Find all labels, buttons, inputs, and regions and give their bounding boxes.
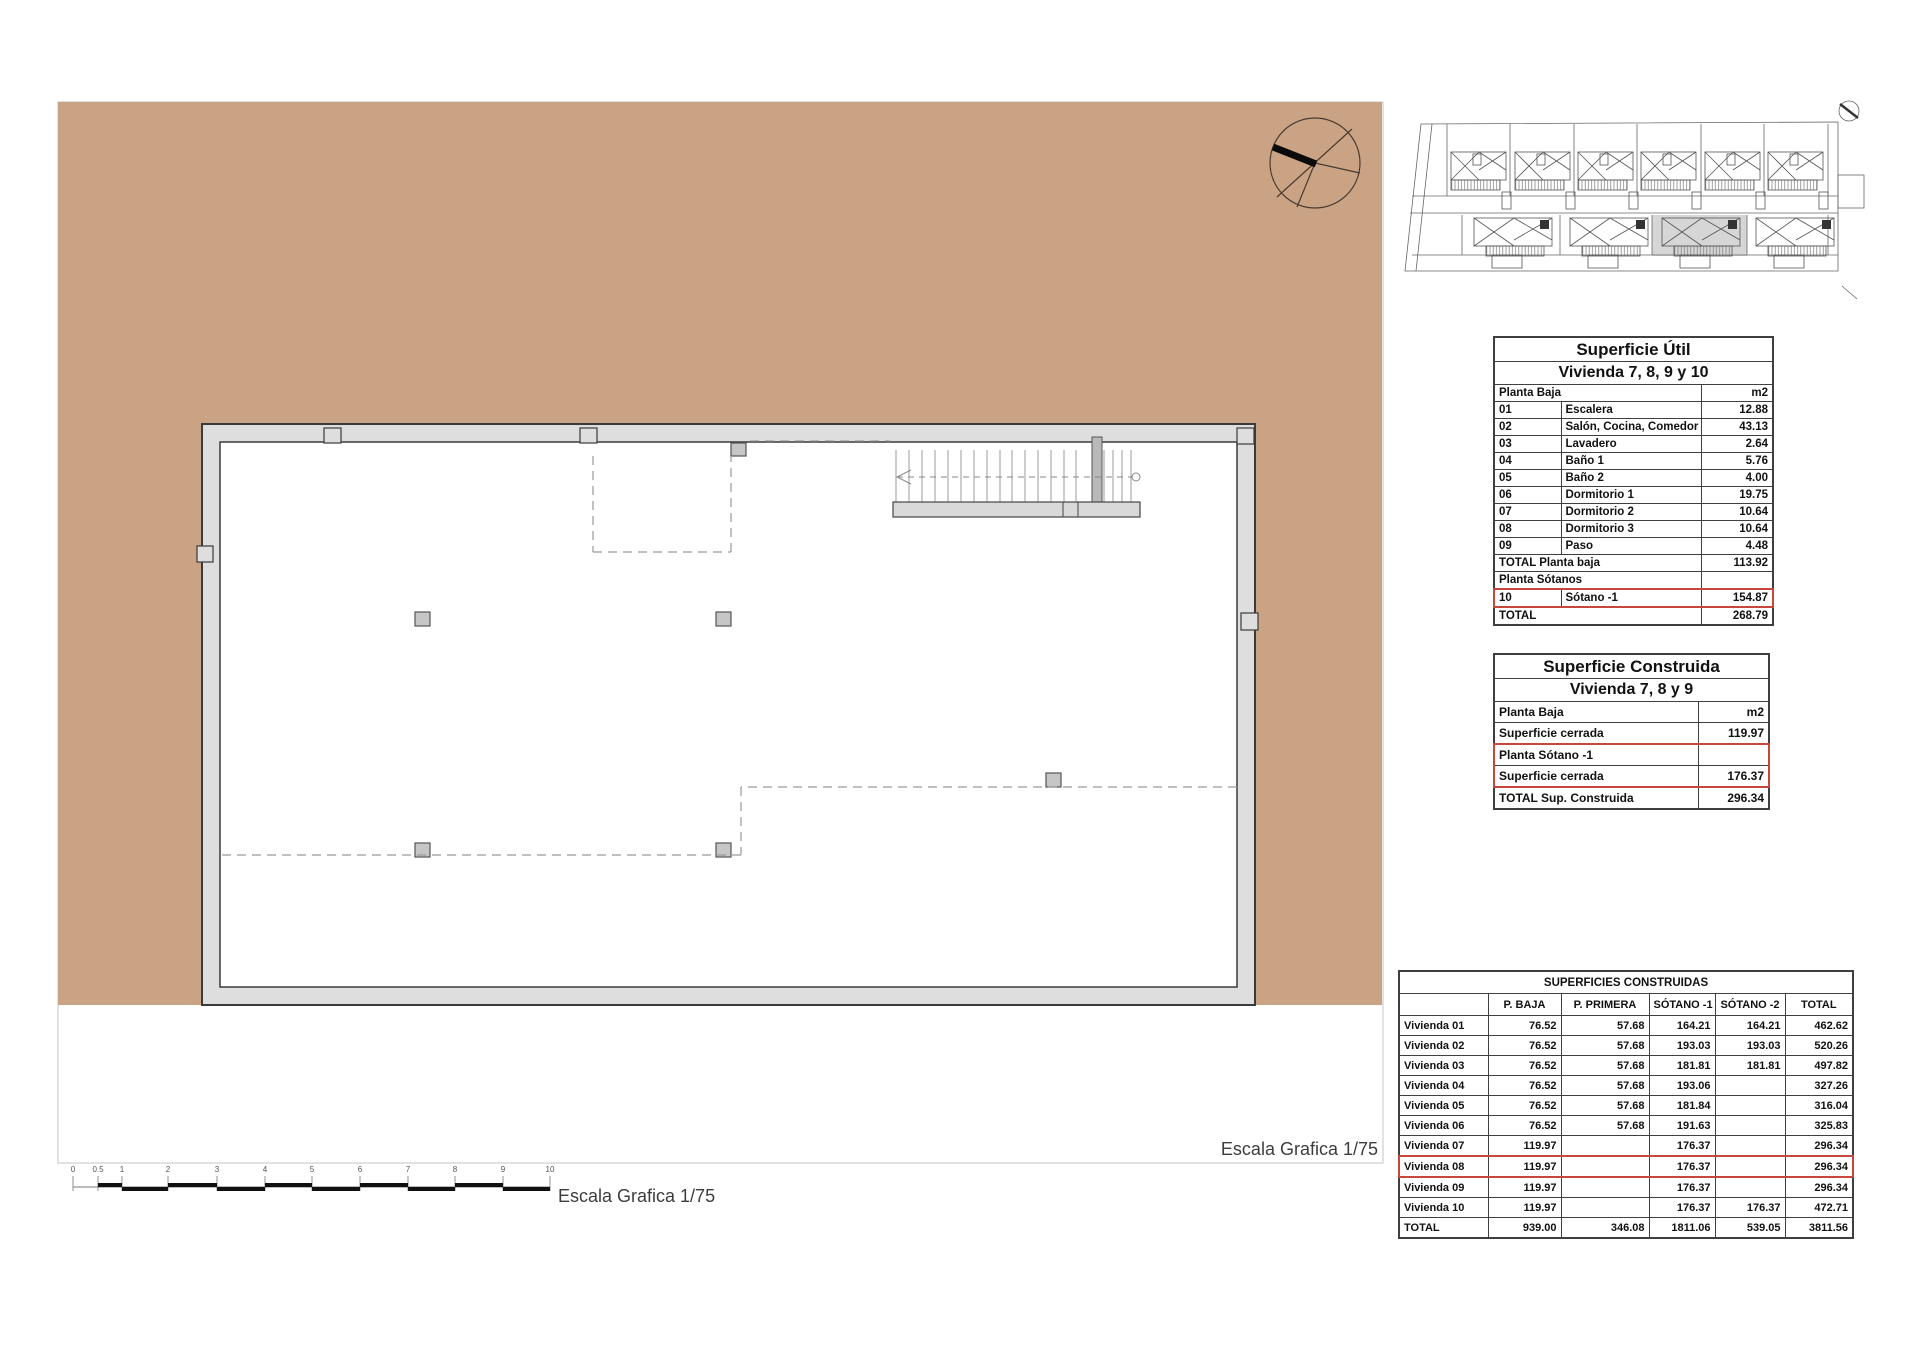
table-cell: 76.52 xyxy=(1488,1016,1561,1036)
table-row xyxy=(1399,1016,1853,1036)
table-cell: TOTAL xyxy=(1494,607,1701,625)
table-cell: 119.97 xyxy=(1698,723,1769,745)
table-cell: 12.88 xyxy=(1701,402,1773,419)
table-row xyxy=(1494,521,1773,538)
table-cell: 164.21 xyxy=(1715,1016,1785,1036)
table-cell: Vivienda 06 xyxy=(1399,1116,1488,1136)
table-cell: Dormitorio 2 xyxy=(1561,504,1701,521)
scale-label-bottom: Escala Grafica 1/75 xyxy=(558,1186,716,1206)
table-cell: Lavadero xyxy=(1561,436,1701,453)
table-cell: 176.37 xyxy=(1649,1156,1715,1177)
column-header: TOTAL xyxy=(1785,994,1853,1016)
table-cell: 193.03 xyxy=(1649,1036,1715,1056)
table-cell: 176.37 xyxy=(1715,1198,1785,1218)
table-cell: 57.68 xyxy=(1561,1056,1649,1076)
tick-label: 8 xyxy=(452,1165,458,1174)
table-row xyxy=(1494,470,1773,487)
scale-label-right: Escala Grafica 1/75 xyxy=(1220,1139,1378,1159)
table-title: SUPERFICIES CONSTRUIDAS xyxy=(1399,971,1853,994)
tick-label: 6 xyxy=(357,1165,363,1174)
tick-label: 3 xyxy=(214,1165,220,1174)
table-cell: 2.64 xyxy=(1701,436,1773,453)
table-cell: 76.52 xyxy=(1488,1036,1561,1056)
table-cell: Vivienda 10 xyxy=(1399,1198,1488,1218)
table-cell: 181.84 xyxy=(1649,1096,1715,1116)
table-cell: Superficie cerrada xyxy=(1494,766,1698,788)
mini-compass-icon xyxy=(1839,101,1859,121)
table-row xyxy=(1399,1096,1853,1116)
table-cell: 176.37 xyxy=(1698,766,1769,788)
table-cell: 4.00 xyxy=(1701,470,1773,487)
table-row xyxy=(1399,1076,1853,1096)
table-cell: Planta Baja xyxy=(1494,702,1698,723)
column-header xyxy=(1399,994,1488,1016)
table-cell: Vivienda 03 xyxy=(1399,1056,1488,1076)
table-cell: 176.37 xyxy=(1649,1177,1715,1198)
column-header: P. PRIMERA xyxy=(1561,994,1649,1016)
table-cell: 04 xyxy=(1494,453,1561,470)
table-cell: 57.68 xyxy=(1561,1096,1649,1116)
table-row xyxy=(1399,1218,1853,1239)
table-row xyxy=(1494,555,1773,572)
table-cell: 3811.56 xyxy=(1785,1218,1853,1239)
table-cell: 181.81 xyxy=(1715,1056,1785,1076)
table-cell: 119.97 xyxy=(1488,1198,1561,1218)
table-cell: 05 xyxy=(1494,470,1561,487)
table-title: Superficie Útil xyxy=(1494,337,1773,362)
table-cell: Vivienda 09 xyxy=(1399,1177,1488,1198)
table-cell: TOTAL xyxy=(1399,1218,1488,1239)
table-cell: Superficie cerrada xyxy=(1494,723,1698,745)
table-cell xyxy=(1561,1156,1649,1177)
table-cell: 10.64 xyxy=(1701,504,1773,521)
table-cell: 02 xyxy=(1494,419,1561,436)
superficie-util-table xyxy=(1493,336,1774,626)
table-cell: 296.34 xyxy=(1698,787,1769,809)
table-cell: 325.83 xyxy=(1785,1116,1853,1136)
table-cell: 76.52 xyxy=(1488,1076,1561,1096)
table-cell: 09 xyxy=(1494,538,1561,555)
table-cell: Escalera xyxy=(1561,402,1701,419)
tick-label: 2 xyxy=(165,1165,171,1174)
table-cell: 19.75 xyxy=(1701,487,1773,504)
table-cell: 346.08 xyxy=(1561,1218,1649,1239)
table-cell: 296.34 xyxy=(1785,1156,1853,1177)
table-cell: Vivienda 04 xyxy=(1399,1076,1488,1096)
table-cell: m2 xyxy=(1698,702,1769,723)
table-cell: 113.92 xyxy=(1701,555,1773,572)
table-cell: 154.87 xyxy=(1701,589,1773,607)
table-cell: 176.37 xyxy=(1649,1136,1715,1157)
tick-label: 0.5 xyxy=(92,1165,104,1174)
table-cell: TOTAL Sup. Construida xyxy=(1494,787,1698,809)
table-cell xyxy=(1701,572,1773,590)
table-row xyxy=(1494,572,1773,590)
table-cell: 01 xyxy=(1494,402,1561,419)
table-cell: 327.26 xyxy=(1785,1076,1853,1096)
table-row xyxy=(1494,453,1773,470)
table-row xyxy=(1494,744,1769,766)
table-cell: 268.79 xyxy=(1701,607,1773,625)
table-cell: 539.05 xyxy=(1715,1218,1785,1239)
table-row xyxy=(1399,1136,1853,1157)
table-cell: TOTAL Planta baja xyxy=(1494,555,1701,572)
table-row xyxy=(1494,538,1773,555)
table-cell xyxy=(1715,1116,1785,1136)
table-cell: Sótano -1 xyxy=(1561,589,1701,607)
table-row xyxy=(1494,419,1773,436)
table-cell: 164.21 xyxy=(1649,1016,1715,1036)
table-cell: 06 xyxy=(1494,487,1561,504)
table-cell: 76.52 xyxy=(1488,1116,1561,1136)
table-row xyxy=(1399,1177,1853,1198)
table-cell: 119.97 xyxy=(1488,1136,1561,1157)
table-cell: 296.34 xyxy=(1785,1136,1853,1157)
column-header: SÓTANO -2 xyxy=(1715,994,1785,1016)
table-row xyxy=(1399,1036,1853,1056)
table-row xyxy=(1494,589,1773,607)
table-cell: Vivienda 08 xyxy=(1399,1156,1488,1177)
table-row xyxy=(1494,787,1769,809)
table-subtitle: Vivienda 7, 8, 9 y 10 xyxy=(1494,362,1773,385)
table-cell: 181.81 xyxy=(1649,1056,1715,1076)
table-cell: Dormitorio 3 xyxy=(1561,521,1701,538)
column-header: SÓTANO -1 xyxy=(1649,994,1715,1016)
table-cell: 176.37 xyxy=(1649,1198,1715,1218)
table-cell: 43.13 xyxy=(1701,419,1773,436)
table-cell: 76.52 xyxy=(1488,1096,1561,1116)
table-cell xyxy=(1561,1198,1649,1218)
tick-label: 4 xyxy=(262,1165,268,1174)
table-cell: 57.68 xyxy=(1561,1036,1649,1056)
table-cell: 07 xyxy=(1494,504,1561,521)
table-cell: 119.97 xyxy=(1488,1177,1561,1198)
table-cell: 193.06 xyxy=(1649,1076,1715,1096)
table-cell: 57.68 xyxy=(1561,1076,1649,1096)
site-plan-thumbnail xyxy=(1405,101,1864,299)
table-cell xyxy=(1561,1177,1649,1198)
table-cell xyxy=(1715,1076,1785,1096)
table-row xyxy=(1494,607,1773,625)
table-cell: 119.97 xyxy=(1488,1156,1561,1177)
table-cell: Planta Baja xyxy=(1494,385,1701,402)
basement-floor-plan xyxy=(197,424,1258,1005)
tick-label: 9 xyxy=(500,1165,506,1174)
table-cell: 296.34 xyxy=(1785,1177,1853,1198)
table-row xyxy=(1494,402,1773,419)
table-cell: 520.26 xyxy=(1785,1036,1853,1056)
table-cell: 57.68 xyxy=(1561,1116,1649,1136)
table-cell xyxy=(1715,1177,1785,1198)
table-cell: 5.76 xyxy=(1701,453,1773,470)
table-cell: Vivienda 02 xyxy=(1399,1036,1488,1056)
table-row xyxy=(1494,487,1773,504)
table-cell: Paso xyxy=(1561,538,1701,555)
table-row xyxy=(1399,1056,1853,1076)
table-cell: 08 xyxy=(1494,521,1561,538)
table-cell: 462.62 xyxy=(1785,1016,1853,1036)
table-row xyxy=(1494,385,1773,402)
table-row xyxy=(1494,723,1769,745)
superficies-construidas-table xyxy=(1398,970,1854,1239)
tick-label: 1 xyxy=(119,1165,125,1174)
scale-bar xyxy=(73,1176,550,1191)
table-row xyxy=(1399,1116,1853,1136)
table-cell: 4.48 xyxy=(1701,538,1773,555)
table-row xyxy=(1494,702,1769,723)
table-cell: Vivienda 05 xyxy=(1399,1096,1488,1116)
table-subtitle: Vivienda 7, 8 y 9 xyxy=(1494,679,1769,702)
table-cell: 1811.06 xyxy=(1649,1218,1715,1239)
table-cell: 316.04 xyxy=(1785,1096,1853,1116)
table-cell: 57.68 xyxy=(1561,1016,1649,1036)
tick-label: 10 xyxy=(545,1165,555,1174)
table-cell xyxy=(1698,744,1769,766)
table-cell: Vivienda 07 xyxy=(1399,1136,1488,1157)
table-cell: 10 xyxy=(1494,589,1561,607)
table-row xyxy=(1399,1198,1853,1218)
table-row xyxy=(1494,504,1773,521)
table-cell xyxy=(1715,1156,1785,1177)
table-row xyxy=(1399,1156,1853,1177)
table-cell: 03 xyxy=(1494,436,1561,453)
table-cell: 76.52 xyxy=(1488,1056,1561,1076)
tick-label: 5 xyxy=(309,1165,315,1174)
table-row xyxy=(1494,436,1773,453)
table-cell xyxy=(1561,1136,1649,1157)
table-cell: Planta Sótanos xyxy=(1494,572,1701,590)
tick-label: 0 xyxy=(70,1165,76,1174)
table-cell xyxy=(1715,1136,1785,1157)
tick-label: 7 xyxy=(405,1165,411,1174)
table-cell: 497.82 xyxy=(1785,1056,1853,1076)
table-header-row xyxy=(1399,994,1853,1016)
table-cell: Planta Sótano -1 xyxy=(1494,744,1698,766)
table-cell: Baño 1 xyxy=(1561,453,1701,470)
table-row xyxy=(1494,766,1769,788)
table-title: Superficie Construida xyxy=(1494,654,1769,679)
table-cell: Dormitorio 1 xyxy=(1561,487,1701,504)
table-cell: m2 xyxy=(1701,385,1773,402)
superficie-construida-table xyxy=(1493,653,1770,810)
table-cell xyxy=(1715,1096,1785,1116)
table-cell: Salón, Cocina, Comedor xyxy=(1561,419,1701,436)
table-cell: 191.63 xyxy=(1649,1116,1715,1136)
table-cell: 939.00 xyxy=(1488,1218,1561,1239)
table-cell: 10.64 xyxy=(1701,521,1773,538)
table-cell: Vivienda 01 xyxy=(1399,1016,1488,1036)
column-header: P. BAJA xyxy=(1488,994,1561,1016)
table-cell: 193.03 xyxy=(1715,1036,1785,1056)
table-cell: 472.71 xyxy=(1785,1198,1853,1218)
table-cell: Baño 2 xyxy=(1561,470,1701,487)
